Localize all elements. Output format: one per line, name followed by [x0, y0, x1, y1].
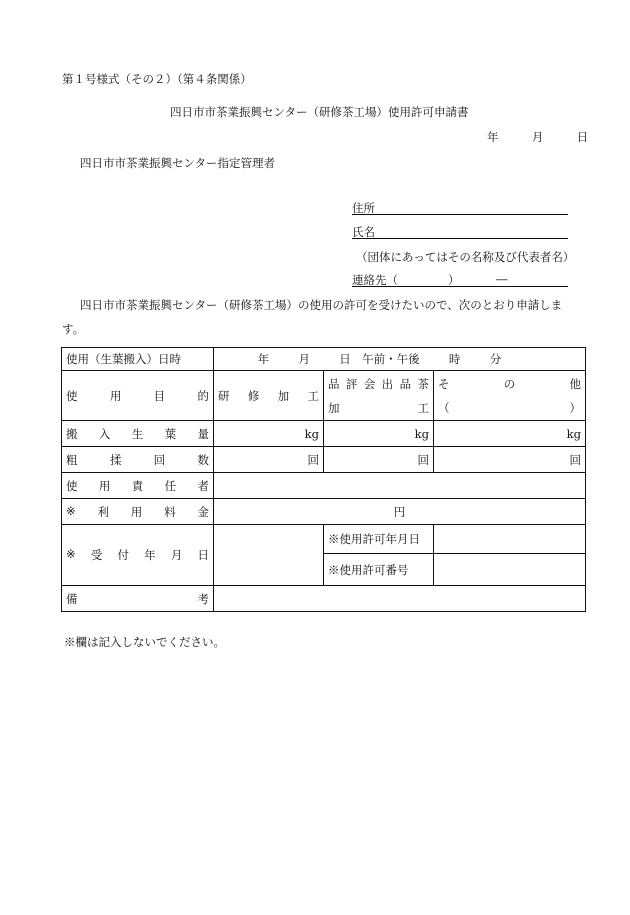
- label-char: 品: [328, 376, 340, 391]
- date-line: [487, 129, 588, 145]
- label-char: 責: [131, 478, 144, 493]
- application-table: [61, 347, 586, 612]
- label-char: 葉: [164, 426, 177, 441]
- fee-field[interactable]: [214, 499, 586, 525]
- purpose-option-competition[interactable]: [324, 371, 434, 421]
- rolling-count-training[interactable]: [214, 447, 324, 473]
- leaf-amount-competition[interactable]: [324, 421, 434, 447]
- row-reception-1: [62, 525, 586, 554]
- unit-times: 回: [569, 452, 581, 467]
- permit-number-field[interactable]: [434, 554, 586, 586]
- row-rolling-count: [62, 447, 586, 473]
- usage-minute: 分: [489, 352, 502, 366]
- unit-kg: kg: [414, 426, 429, 441]
- usage-month: 月: [298, 352, 310, 366]
- row-leaf-amount: [62, 421, 586, 447]
- date-month-label: 月: [531, 130, 544, 144]
- group-note: （団体にあってはその名称及び代表者名）: [356, 250, 575, 264]
- leaf-amount-label: [62, 421, 214, 447]
- label-char: 用: [130, 504, 143, 519]
- row-usage-datetime: [62, 348, 586, 371]
- label-char: 粗: [66, 452, 78, 467]
- label-char: 付: [117, 548, 129, 562]
- rolling-count-competition[interactable]: [324, 447, 434, 473]
- date-year-label: 年: [487, 130, 499, 144]
- usage-ampm: 午前・午後: [362, 352, 420, 366]
- label-char: 利: [97, 504, 109, 519]
- label-char: 用: [109, 388, 122, 403]
- unit-kg: kg: [566, 426, 581, 441]
- row-fee: [62, 499, 586, 525]
- label-char: 入: [98, 426, 111, 441]
- row-remarks: [62, 586, 586, 612]
- label-char: 任: [164, 478, 177, 493]
- usage-hour: 時: [448, 352, 461, 366]
- label-char: 使: [66, 478, 78, 493]
- label-char: 工: [417, 400, 429, 415]
- rolling-count-other[interactable]: [434, 447, 586, 473]
- address-label: 住所: [352, 201, 375, 215]
- address-line[interactable]: [352, 200, 568, 215]
- label-char: 量: [197, 426, 209, 441]
- reception-date-field[interactable]: [214, 525, 324, 586]
- name-line[interactable]: [352, 224, 568, 239]
- unit-times: 回: [417, 452, 429, 467]
- label-char: 研: [218, 388, 230, 403]
- other-paren-open: （: [438, 400, 450, 415]
- label-char: 日: [197, 548, 209, 562]
- rolling-count-label: [62, 447, 214, 473]
- label-char: 的: [197, 388, 209, 403]
- usage-year: 年: [257, 352, 270, 366]
- unit-times: 回: [307, 452, 319, 467]
- permit-date-field[interactable]: [434, 525, 586, 554]
- leaf-amount-other[interactable]: [434, 421, 586, 447]
- label-char: 回: [153, 452, 166, 467]
- unit-yen: 円: [393, 504, 406, 519]
- footnote: ※欄は記入しないでください。: [64, 635, 225, 649]
- fee-label: [62, 499, 214, 525]
- row-purpose: [62, 371, 586, 421]
- label-char: 修: [247, 388, 260, 403]
- label-char: 搬: [66, 426, 78, 441]
- label-char: 数: [197, 452, 209, 467]
- label-char: 者: [197, 478, 209, 493]
- label-char: 考: [197, 591, 209, 606]
- label-char: 年: [144, 548, 156, 562]
- label-char: 目: [153, 388, 166, 403]
- responsible-field[interactable]: [214, 473, 586, 499]
- label-char: 使: [66, 388, 78, 403]
- label-char: 加: [277, 388, 290, 403]
- reception-label: [62, 525, 214, 586]
- usage-datetime-field[interactable]: [214, 348, 586, 371]
- label-char: 生: [131, 426, 144, 441]
- responsible-label: [62, 473, 214, 499]
- purpose-option-training[interactable]: [214, 371, 324, 421]
- label-char: 月: [170, 548, 183, 562]
- intro-line-2: す。: [62, 322, 85, 336]
- label-char: 料: [164, 504, 176, 519]
- permit-number-label: ※使用許可番号: [324, 554, 434, 586]
- label-char: ※: [66, 547, 76, 561]
- purpose-option-other[interactable]: [434, 371, 586, 421]
- label-char: 会: [363, 376, 376, 391]
- label-char: 工: [307, 388, 319, 403]
- contact-dash: ―: [496, 272, 508, 286]
- purpose-label: [62, 371, 214, 421]
- label-char: 備: [66, 591, 78, 606]
- label-char: の: [503, 376, 516, 391]
- usage-day: 日: [339, 352, 351, 366]
- name-label: 氏名: [352, 225, 375, 239]
- label-char: ※: [66, 503, 76, 518]
- label-char: 金: [197, 504, 209, 519]
- label-char: 受: [90, 548, 103, 562]
- label-char: 出: [381, 376, 394, 391]
- date-day-label: 日: [576, 130, 589, 144]
- row-responsible: [62, 473, 586, 499]
- label-char: 評: [345, 376, 358, 391]
- label-char: 揉: [109, 452, 122, 467]
- unit-kg: kg: [304, 426, 319, 441]
- label-char: 用: [98, 478, 111, 493]
- leaf-amount-training[interactable]: [214, 421, 324, 447]
- other-paren-close: ）: [569, 400, 581, 415]
- label-char: 品: [399, 376, 412, 391]
- intro-line-1: 四日市市茶業振興センター（研修茶工場）の使用の許可を受けたいので、次のとおり申請しま: [80, 298, 563, 312]
- label-char: そ: [438, 376, 450, 391]
- permit-date-label: ※使用許可年月日: [324, 525, 434, 554]
- addressee: 四日市市茶業振興センター指定管理者: [80, 156, 276, 170]
- remarks-field[interactable]: [214, 586, 586, 612]
- contact-label: 連絡先（: [352, 273, 398, 287]
- contact-paren-close: ）: [448, 273, 460, 287]
- usage-datetime-label: 使用（生葉搬入）日時: [62, 348, 214, 371]
- label-char: 他: [569, 376, 581, 391]
- remarks-label: [62, 586, 214, 612]
- label-char: 茶: [417, 376, 429, 391]
- contact-line[interactable]: [352, 272, 568, 287]
- form-number: 第１号様式（その２）（第４条関係）: [62, 72, 252, 86]
- form-title: 四日市市茶業振興センター（研修茶工場）使用許可申請書: [170, 105, 469, 119]
- label-char: 加: [328, 400, 340, 415]
